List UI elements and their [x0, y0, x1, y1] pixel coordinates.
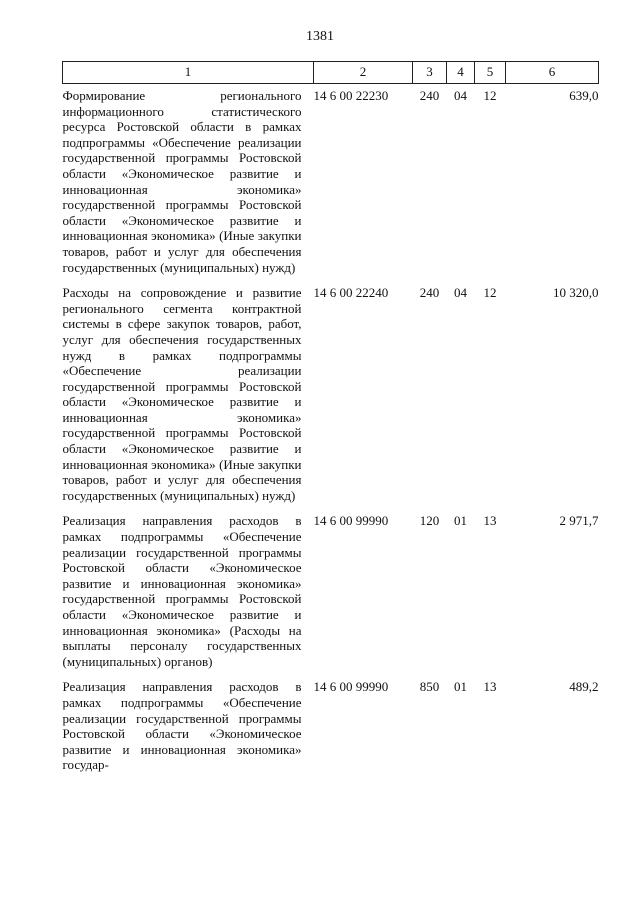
table-row [63, 275, 599, 503]
page-number: 1381 [306, 29, 334, 44]
column-header-1: 1 [63, 62, 314, 84]
expense-name: Реализация направления расходов в рамках подпрограммы «Обеспечение реализации государственной программы Ростовской области «Экономическое развитие и инновационная экономика» государ- [62, 679, 302, 773]
target-article-code: 14 6 00 99990 [313, 679, 389, 695]
expense-name: Реализация направления расходов в рамках подпрограммы «Обеспечение реализации государственной программы Ростовской области «Экономическое развитие и инновационная экономика» государственной программы Ростовской области «Экономическое развитие и инновационная экономика» (Расходы на выплаты персоналу государственных (муниципальных) органов) [62, 513, 302, 669]
subsection-code: 13 [483, 513, 497, 529]
amount: 2 971,7 [559, 513, 599, 529]
table-row [63, 669, 599, 773]
section-code: 01 [454, 679, 467, 695]
target-article-code: 14 6 00 22230 [313, 88, 389, 103]
budget-table [62, 61, 599, 773]
expense-type-code: 850 [419, 679, 440, 695]
target-article-code: 14 6 00 99990 [313, 513, 389, 529]
target-article-code: 14 6 00 22240 [313, 285, 389, 301]
expense-name: Формирование регионального информационного статистического ресурса Ростовской области в рамках подпрограммы «Обеспечение реализации государственной программы Ростовской области «Экономическое развитие и инновационная экономика» государственной программы Ростовской области «Экономическое развитие и инновационная экономика» (Иные закупки товаров, работ и услуг для обеспечения государственных (муниципальных) нужд) [62, 88, 302, 275]
table-row [63, 84, 599, 276]
subsection-code: 12 [483, 285, 497, 301]
amount: 10 320,0 [553, 285, 599, 301]
subsection-code: 12 [483, 88, 497, 103]
amount: 489,2 [569, 679, 599, 695]
column-header-5: 5 [475, 62, 506, 84]
column-header-3: 3 [413, 62, 447, 84]
subsection-code: 13 [483, 679, 497, 695]
column-header-2: 2 [314, 62, 413, 84]
expense-type-code: 240 [419, 285, 440, 301]
section-code: 04 [454, 88, 467, 103]
expense-name: Расходы на сопровождение и развитие регионального сегмента контрактной системы в сфере закупок товаров, работ, услуг для обеспечения государственных нужд в рамках подпрограммы «Обеспечение реализации государственной программы Ростовской области «Экономическое развитие и инновационная экономика» государственной программы Ростовской области «Экономическое развитие и инновационная экономика» (Иные закупки товаров, работ и услуг для обеспечения государственных (муниципальных) нужд) [62, 285, 302, 503]
table-row [63, 503, 599, 669]
section-code: 01 [454, 513, 467, 529]
column-header-4: 4 [447, 62, 475, 84]
table-header [63, 62, 599, 84]
section-code: 04 [454, 285, 467, 301]
amount: 639,0 [569, 88, 599, 103]
expense-type-code: 120 [419, 513, 440, 529]
expense-type-code: 240 [419, 88, 440, 103]
column-header-6: 6 [506, 62, 599, 84]
